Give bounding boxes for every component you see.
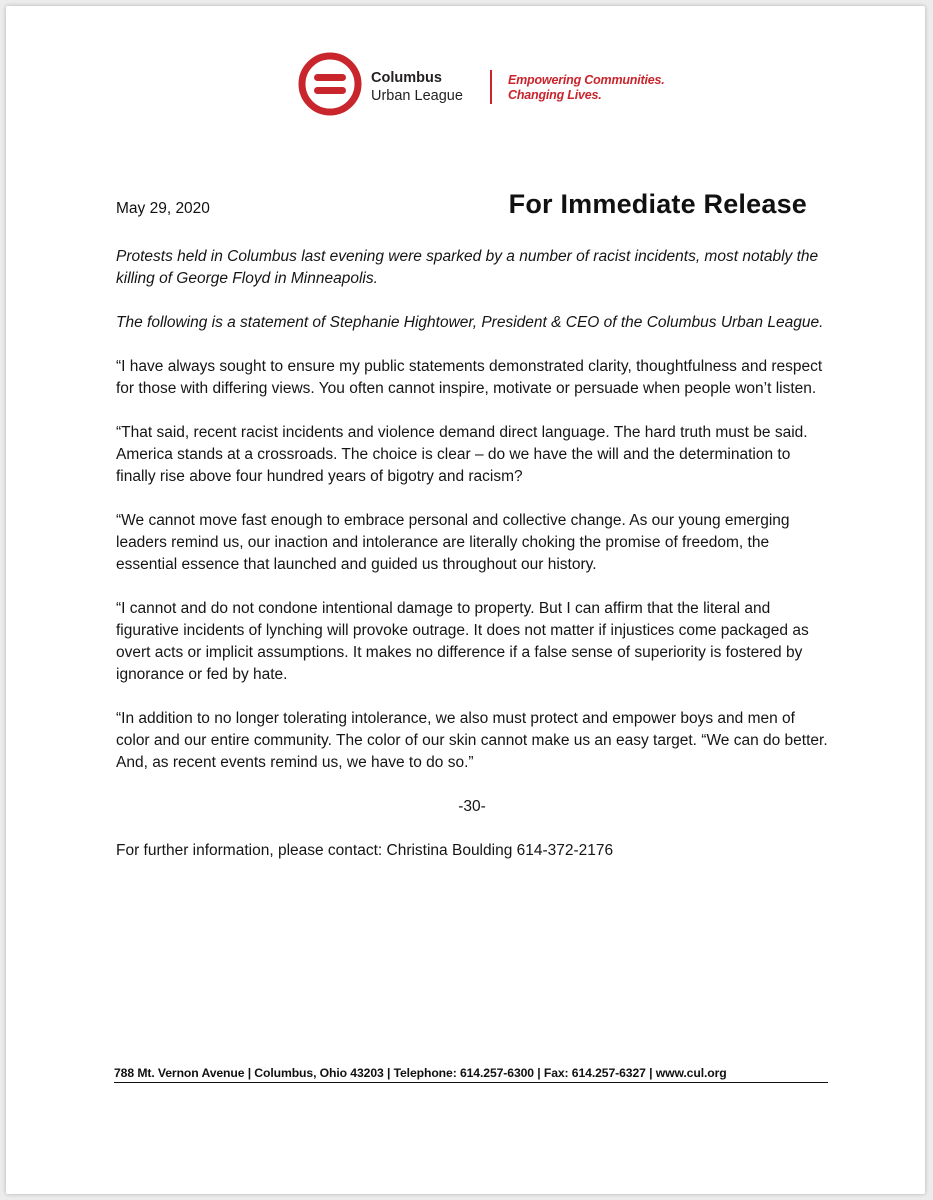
document-page (6, 6, 925, 1194)
statement-paragraph: “I cannot and do not condone intentional damage to property. But I can affirm that the literal and figurative incidents of lynching will provoke outrage. It does not matter if injustices come packaged as overt acts or implicit assumptions. It makes no difference if a false sense of superiority is fostered by ignorance or fed by hate. (116, 600, 809, 683)
organization-name (371, 69, 463, 105)
tagline-line1: Empowering Communities. (508, 73, 665, 87)
contact-line: For further information, please contact: Christina Boulding 614-372-2176 (116, 842, 614, 859)
release-date: May 29, 2020 (116, 200, 210, 217)
equal-sign-circle-icon (297, 51, 363, 117)
tagline (508, 73, 665, 103)
intro-paragraph: The following is a statement of Stephanie Hightower, President & CEO of the Columbus Urban League. (116, 314, 824, 331)
end-mark: -30- (458, 798, 486, 815)
press-release-body (116, 246, 828, 884)
letterhead-logo (297, 51, 697, 123)
tagline-line2: Changing Lives. (508, 88, 602, 102)
org-name-line1: Columbus (371, 70, 442, 86)
letterhead-footer: 788 Mt. Vernon Avenue | Columbus, Ohio 43203 | Telephone: 614.257-6300 | Fax: 614.257-6327 | www.cul.org (114, 1066, 828, 1083)
intro-paragraph: Protests held in Columbus last evening were sparked by a number of racist incidents, most notably the killing of George Floyd in Minneapolis. (116, 248, 819, 287)
release-heading: For Immediate Release (508, 189, 807, 219)
org-name-line2: Urban League (371, 88, 463, 104)
statement-paragraph: “We cannot move fast enough to embrace personal and collective change. As our young emerging leaders remind us, our inaction and intolerance are literally choking the promise of freedom, the essential essence that launched and guided us throughout our history. (116, 512, 790, 573)
logo-divider (490, 70, 492, 104)
statement-paragraph: “That said, recent racist incidents and violence demand direct language. The hard truth must be said. America stands at a crossroads. The choice is clear – do we have the will and the determination to finally rise above four hundred years of bigotry and racism? (116, 424, 808, 485)
statement-paragraph: “I have always sought to ensure my public statements demonstrated clarity, thoughtfulness and respect for those with differing views. You often cannot inspire, motivate or persuade when people won’t listen. (116, 358, 823, 397)
statement-paragraph: “In addition to no longer tolerating intolerance, we also must protect and empower boys and men of color and our entire community. The color of our skin cannot make us an easy target. “We can do better. And, as recent events remind us, we have to do so.” (116, 710, 828, 771)
